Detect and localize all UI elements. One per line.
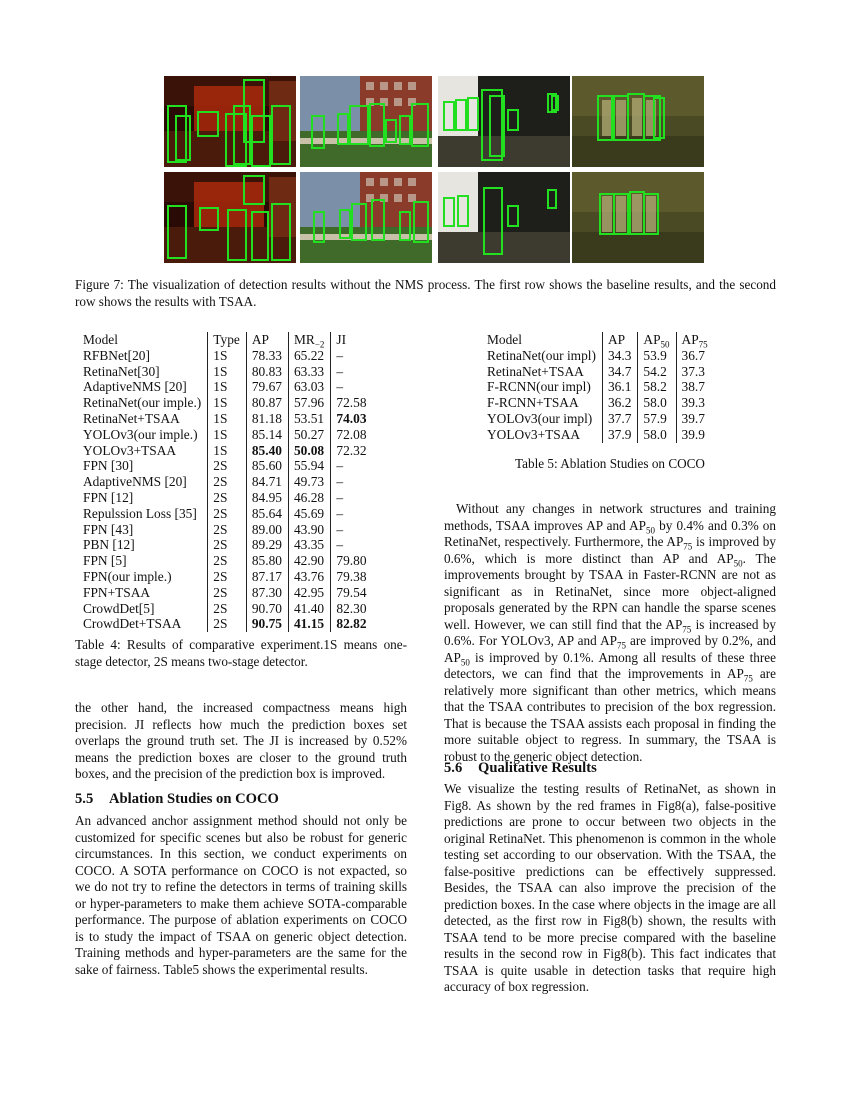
table-4-cell: 72.58 [336,395,367,411]
table-5-cell: 57.9 [638,411,676,427]
table-4-cell: Repulssion Loss [35] [78,506,208,522]
table-5 [482,332,714,443]
table-4-cell: 85.80 [246,553,288,569]
table-4-cell: 85.14 [246,427,288,443]
table-row [482,395,714,411]
table-4-caption: Table 4: Results of comparative experiment.1S means one-stage detector, 2S means two-stage detector. [75,637,407,669]
table-4-cell: PBN [12] [78,537,208,553]
table-5-cell: 34.3 [602,348,637,364]
section-5-6-text: We visualize the testing results of RetinaNet, as shown in Fig8. As shown by the red frames in Fig8(a), false-positive predictions are prone to occur between two objects in the original RetinaNet. This phenomenon is common in the whole testing set according to our observation. With the TSAA, the false-positive predictions can be effectively suppressed. Besides, the TSAA can also improve the precision of the prediction boxes. In the case where objects in the image are all detected, as the first row in Fig8(b) shown, the results with TSAA tend to be more precise compared with the baseline results in the second row in Fig8(b). This fact indicates that TSAA is quite usable in detection tasks that require high accuracy of box regression. [444,781,776,994]
table-4-cell: 79.67 [246,379,288,395]
table-4-cell: – [336,379,344,395]
table-4-cell: 85.40 [246,443,288,459]
table-4-cell: YOLOv3(our imple.) [78,427,208,443]
table-4-cell: 55.94 [288,458,330,474]
table-4-cell: – [336,474,344,490]
table-4-cell: 1S [208,348,247,364]
table-4-cell: – [336,458,344,474]
table-4-header: Model [78,332,208,348]
table-4-cell: 90.70 [246,601,288,617]
table-row [78,427,373,443]
table-row [78,348,373,364]
table-4-cell: 80.87 [246,395,288,411]
section-title: Qualitative Results [478,760,597,776]
table-4-cell: CrowdDet[5] [78,601,208,617]
table-4-cell: 43.35 [288,537,330,553]
table-5-cell: 58.0 [638,427,676,443]
table-5-cell: 34.7 [602,364,637,380]
table-4-cell: 53.51 [288,411,330,427]
table-row [78,506,373,522]
figure-7-caption: Figure 7: The visualization of detection results without the NMS process. The first row shows the baseline results, and the second row shows the results with TSAA. [75,277,776,309]
table-4-cell: – [336,489,344,505]
table-row [78,569,373,585]
table-4-cell: RetinaNet(our imple.) [78,395,208,411]
table-5-cell: 37.3 [681,363,705,379]
table-4-cell: 84.95 [246,490,288,506]
section-5-6-heading [444,760,776,777]
table-4-cell: RetinaNet+TSAA [78,411,208,427]
table-4-cell: 50.27 [288,427,330,443]
table-4-cell: AdaptiveNMS [20] [78,379,208,395]
table-row [78,458,373,474]
table-4-cell: 2S [208,585,247,601]
section-title: Ablation Studies on COCO [109,791,279,807]
table-4-cell: 63.33 [288,364,330,380]
table-5-cell: 37.9 [602,427,637,443]
table-4-cell: YOLOv3+TSAA [78,443,208,459]
table-4-cell: 65.22 [288,348,330,364]
table-4-cell: 2S [208,474,247,490]
table-row [78,379,373,395]
table-4-cell: 1S [208,395,247,411]
table-row [78,522,373,538]
table-4-cell: – [336,505,344,521]
table-4-cell: 79.54 [336,584,367,600]
table-4 [78,332,373,632]
table-5-cell: 58.0 [638,395,676,411]
table-row [78,585,373,601]
fig7-panel-building-tsaa [300,172,432,263]
table-4-cell: 89.29 [246,537,288,553]
table-5-header: AP [602,332,637,348]
table-4-cell: 74.03 [336,410,367,426]
table-4-cell: 49.73 [288,474,330,490]
table-4-cell: 82.82 [336,616,367,632]
table-4-header: AP [246,332,288,348]
table-4-cell: 78.33 [246,348,288,364]
table-4-cell: 1S [208,411,247,427]
table-5-header: Model [482,332,602,348]
table-4-cell: 87.17 [246,569,288,585]
table-5-cell: 36.1 [602,379,637,395]
table-4-header: $MR_{-2}$ [288,332,330,348]
table-4-cell: 41.15 [288,616,330,632]
table-5-caption: Table 5: Ablation Studies on COCO [515,456,705,471]
fig7-panel-stage-tsaa [164,172,296,263]
figure-7 [164,76,570,262]
table-row [482,348,714,364]
table-4-cell: 43.90 [288,522,330,538]
table-5-cell: F-RCNN(our impl) [482,379,602,395]
table-4-cell: 42.90 [288,553,330,569]
table-4-cell: 81.18 [246,411,288,427]
table-4-cell: 2S [208,522,247,538]
table-5-cell: 39.7 [681,410,705,426]
table-row [78,537,373,553]
table-4-cell: 41.40 [288,601,330,617]
table-4-cell: 2S [208,537,247,553]
paragraph-continuation: the other hand, the increased compactness means high precision. JI reflects how much the prediction boxes set overlaps the ground truth set. The JI is increased by 0.52% means the prediction boxes are closer to the ground truth boxes, and the precision of the prediction box is improved. [75,700,407,781]
table-4-cell: RFBNet[20] [78,348,208,364]
table-5-header: $AP_{75}$ [681,332,708,350]
table-5-cell: 36.7 [681,347,705,363]
table-4-cell: FPN [12] [78,490,208,506]
table-4-cell: – [336,347,344,363]
fig7-panel-night-tsaa [438,172,570,263]
table-4-cell: 2S [208,569,247,585]
table-5-cell: 39.9 [681,426,705,442]
table-5-cell: 39.3 [681,395,705,411]
fig7-panel-forest-tsaa [572,172,704,263]
table-4-cell: 2S [208,553,247,569]
table-5-cell: 38.7 [681,379,705,395]
table-4-cell: 89.00 [246,522,288,538]
table-4-cell: – [336,521,344,537]
table-4-cell: RetinaNet[30] [78,364,208,380]
table-4-cell: 1S [208,427,247,443]
table-4-cell: 72.08 [336,426,367,442]
table-4-cell: 85.64 [246,506,288,522]
table-4-cell: 63.03 [288,379,330,395]
table-5-cell: RetinaNet(our impl) [482,348,602,364]
table-row [78,553,373,569]
table-5-cell: 53.9 [638,348,676,364]
table-4-cell: 1S [208,364,247,380]
table-row [482,379,714,395]
table-5-cell: YOLOv3(our impl) [482,411,602,427]
table-4-cell: 1S [208,443,247,459]
section-number: 5.5 [75,791,94,807]
table-4-cell: – [336,537,344,553]
table-4-cell: 2S [208,506,247,522]
fig7-panel-night-baseline [438,76,570,167]
table-4-cell: 50.08 [288,443,330,459]
table-5-cell: 58.2 [638,379,676,395]
table-4-header: Type [208,332,247,348]
fig7-panel-forest-baseline [572,76,704,167]
table-4-cell: AdaptiveNMS [20] [78,474,208,490]
table-5-cell: YOLOv3+TSAA [482,427,602,443]
table-row [78,443,373,459]
table-row [78,601,373,617]
table-4-cell: 84.71 [246,474,288,490]
table-4-cell: 90.75 [246,616,288,632]
table-4-cell: FPN [43] [78,522,208,538]
table-row [482,411,714,427]
ablation-discussion-paragraph: Without any changes in network structures and training methods, TSAA improves AP and $AP_{50}$ by 0.4% and 0.3% on RetinaNet, respectively. Furthermore, the $AP_{75}$ is improved by 0.6%, which is more distinct than AP and $AP_{50}$. The improvements brought by TSAA in Faster-RCNN are not as significant as in RetinaNet, since more object-aligned proposals generated by the RPN can handle the sparse scenes well. However, we can still find that the $AP_{75}$ is increased by 0.6%. For YOLOv3, AP and $AP_{75}$ are improved by 0.2%, and $AP_{50}$ is improved by 0.1%. Among all results of these three detectors, we can find that the improvements in $AP_{75}$ are relatively more significant than other metrics, which means that the TSAA contributes to precision of the box regression. That is because the TSAA assists each proposal in finding the more suitable object to regress. In summary, the TSAA is robust to the generic object detection. [444,501,777,764]
fig7-panel-building-baseline [300,76,432,167]
table-4-cell: FPN [30] [78,458,208,474]
table-4-cell: 72.32 [336,442,367,458]
table-4-cell: 2S [208,458,247,474]
table-4-cell: 87.30 [246,585,288,601]
table-5-cell: F-RCNN+TSAA [482,395,602,411]
table-4-cell: 45.69 [288,506,330,522]
table-5-cell: RetinaNet+TSAA [482,364,602,380]
table-4-cell: 2S [208,616,247,632]
section-number: 5.6 [444,760,463,776]
table-5-cell: 36.2 [602,395,637,411]
table-4-cell: 82.30 [336,600,367,616]
table-4-cell: CrowdDet+TSAA [78,616,208,632]
table-4-cell: 79.38 [336,568,367,584]
table-row [78,411,373,427]
section-5-5-text: An advanced anchor assignment method should not only be customized for specific scenes but also be robust for generic circumstances. In this section, we conduct experiments on COCO. A SOTA performance on COCO is not expacted, so we do not try to refine the detectors in terms of training skills or hyper-parameters to make them achieve SOTA-comparable performance. The purpose of ablation experiments on COCO is to study the impact of TSAA on generic object detection. Training methods and hyper-parameters are the same for the sake of fairness. Table5 shows the experimental results. [75,813,407,977]
table-row [78,364,373,380]
table-4-cell: 79.80 [336,553,367,569]
table-5-cell: 54.2 [638,364,676,380]
section-5-5-heading [75,791,407,808]
table-row [78,490,373,506]
table-row [482,364,714,380]
table-4-cell: 46.28 [288,490,330,506]
table-4-cell: FPN(our imple.) [78,569,208,585]
table-4-cell: 1S [208,379,247,395]
table-5-header: $AP_{50}$ [638,332,676,348]
table-row [482,427,714,443]
table-4-cell: 42.95 [288,585,330,601]
table-row [78,395,373,411]
table-5-cell: 37.7 [602,411,637,427]
table-row [78,616,373,632]
table-4-cell: FPN [5] [78,553,208,569]
table-4-header: JI [336,332,347,347]
fig7-panel-stage-baseline [164,76,296,167]
table-4-cell: 43.76 [288,569,330,585]
table-4-cell: – [336,363,344,379]
table-4-cell: FPN+TSAA [78,585,208,601]
table-4-cell: 2S [208,601,247,617]
table-4-cell: 57.96 [288,395,330,411]
table-4-cell: 80.83 [246,364,288,380]
table-4-cell: 2S [208,490,247,506]
table-4-cell: 85.60 [246,458,288,474]
table-row [78,474,373,490]
